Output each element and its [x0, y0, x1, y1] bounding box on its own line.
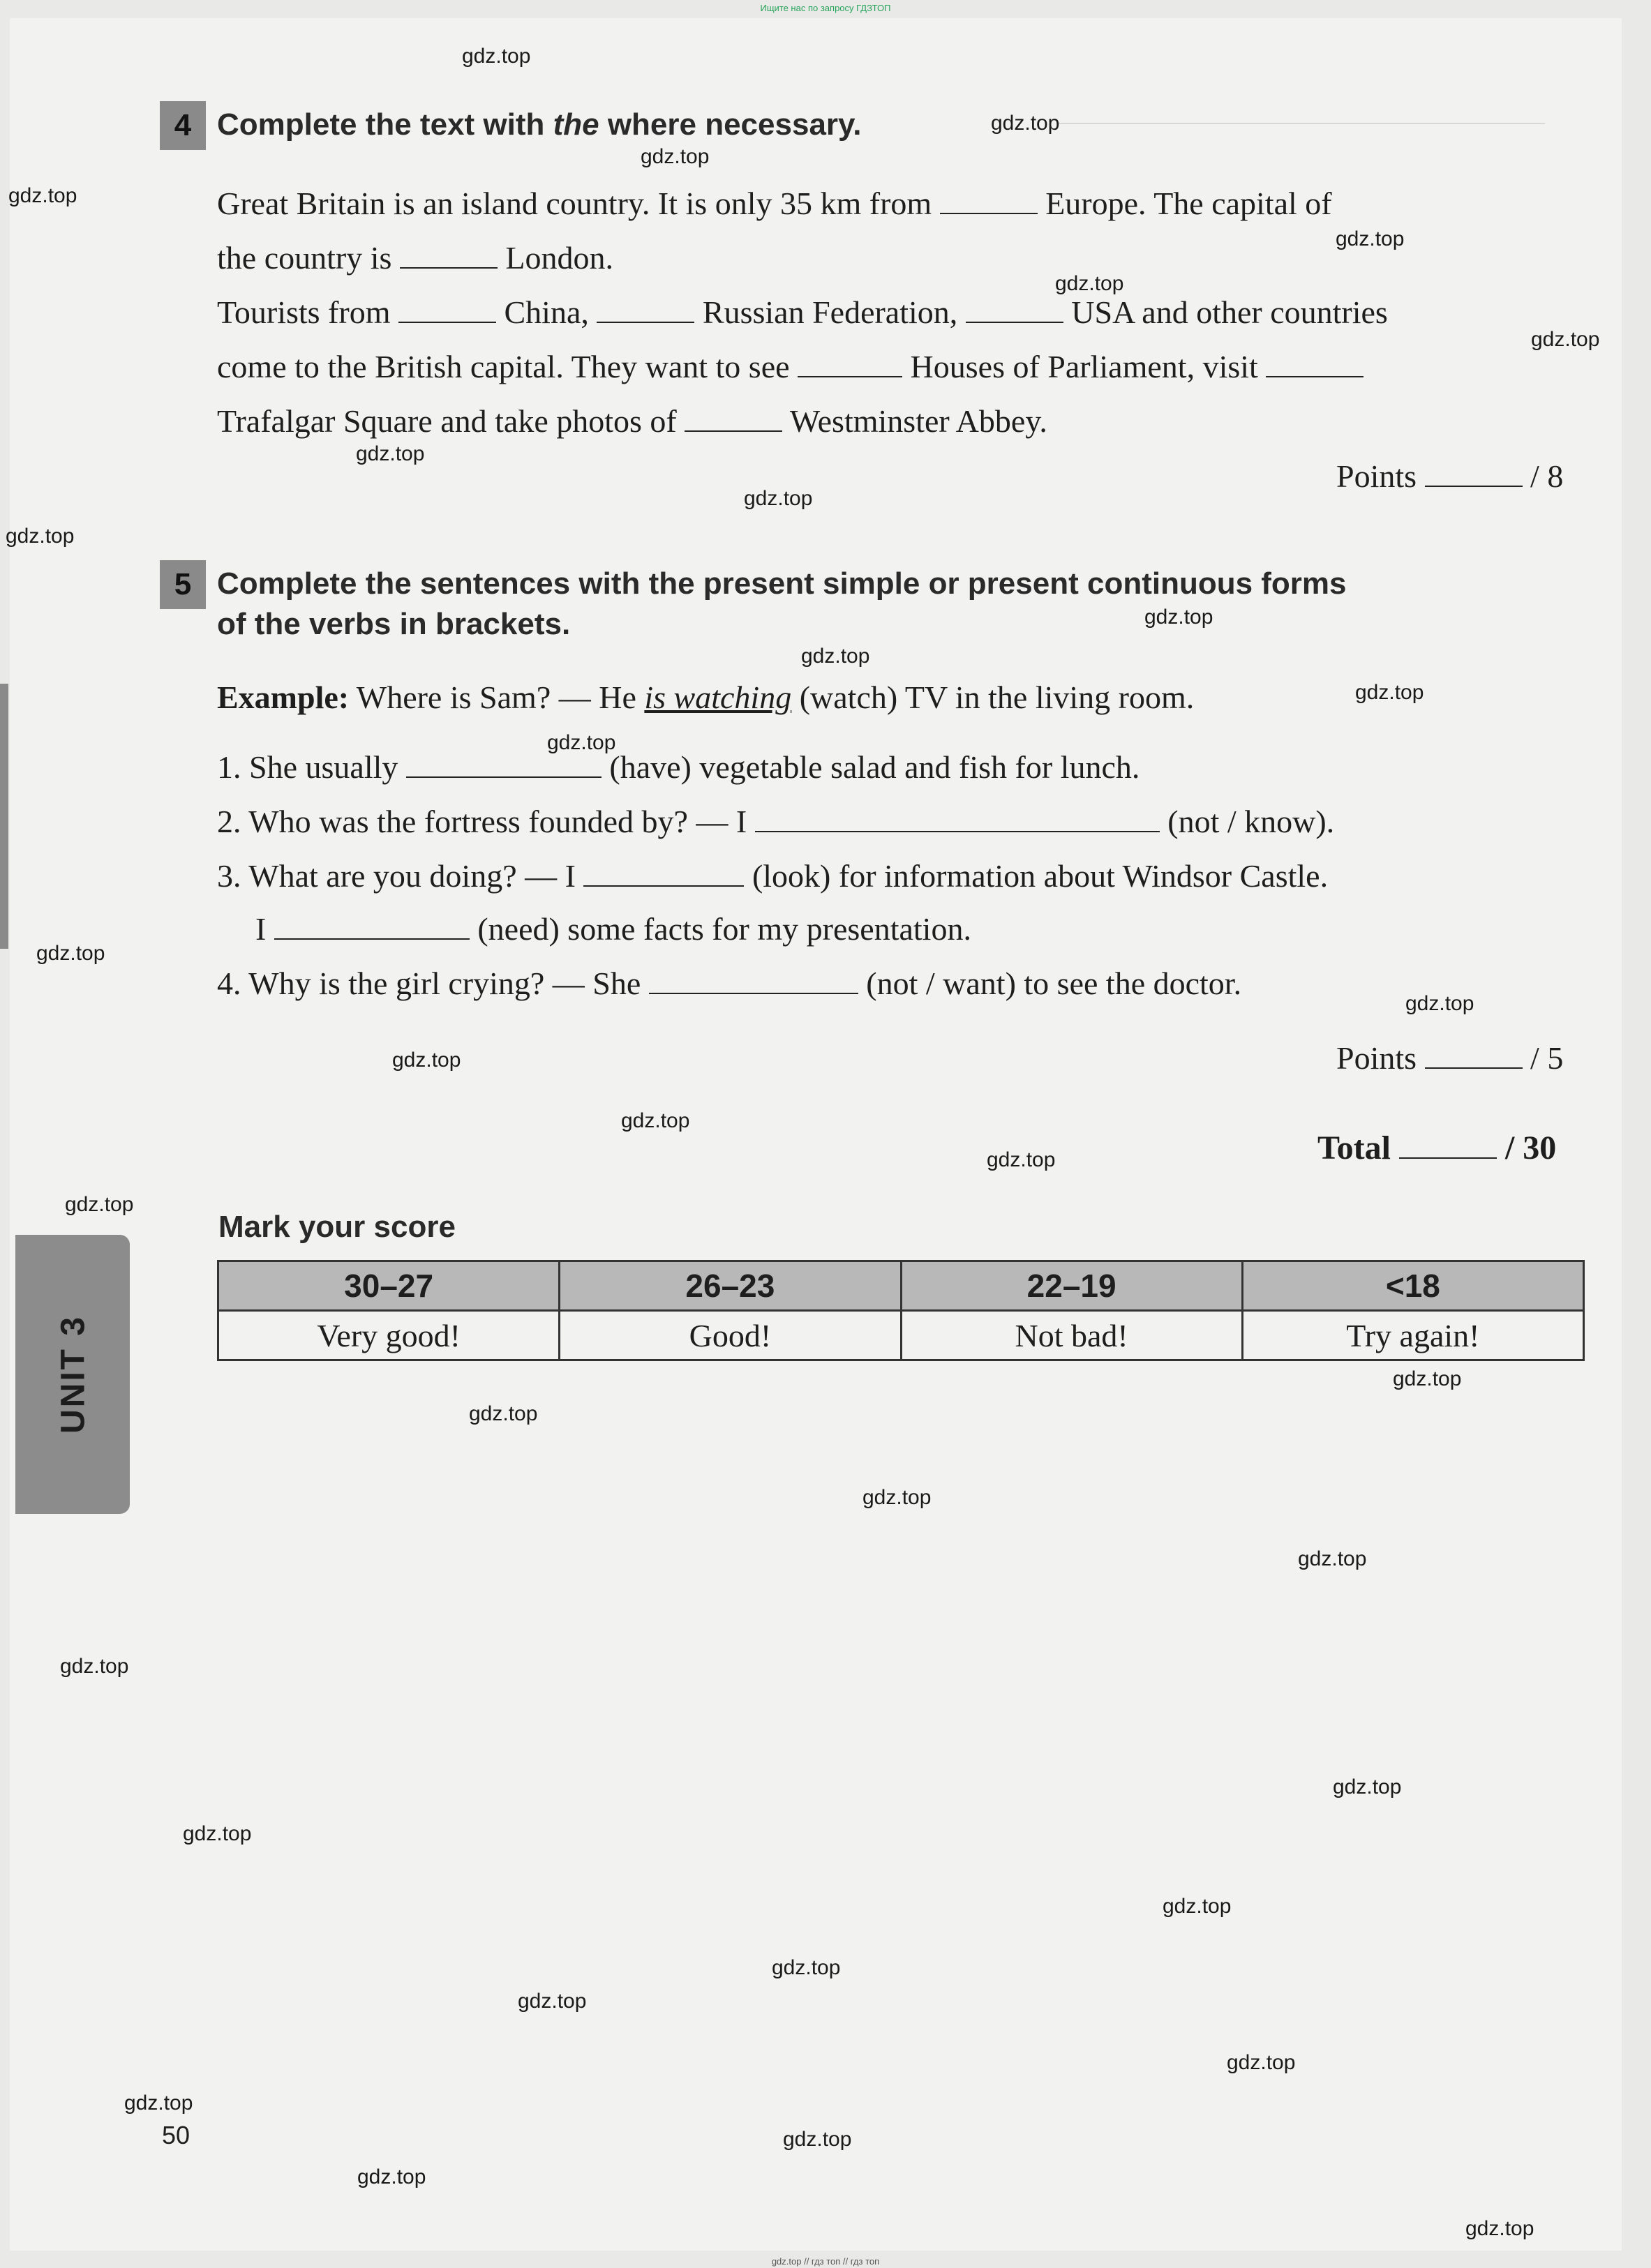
score-title: Mark your score: [218, 1210, 456, 1244]
task4-heading-part1: Complete the text with: [217, 107, 553, 142]
watermark: gdz.top: [783, 2128, 852, 2151]
watermark: gdz.top: [547, 731, 616, 754]
watermark: gdz.top: [518, 1990, 587, 2013]
watermark: gdz.top: [1298, 1547, 1367, 1570]
score-rating-cell: Very good!: [218, 1311, 560, 1360]
watermark: gdz.top: [356, 442, 425, 465]
task4-line3-a: Tourists from: [217, 294, 391, 330]
watermark: gdz.top: [1405, 992, 1474, 1015]
task4-line5-b: Westminster Abbey.: [789, 403, 1047, 439]
watermark: gdz.top: [1531, 328, 1600, 351]
watermark: gdz.top: [183, 1822, 252, 1845]
task5-points-max: / 5: [1530, 1040, 1564, 1076]
score-rating-cell: Good!: [560, 1311, 901, 1360]
task4-points-blank[interactable]: [1425, 460, 1523, 487]
task5-number: 5: [160, 560, 206, 609]
watermark: gdz.top: [392, 1049, 461, 1072]
watermark: gdz.top: [1336, 227, 1405, 250]
page-number: 50: [162, 2121, 190, 2149]
watermark: gdz.top: [60, 1655, 129, 1678]
task5-s3-b: (look) for information about Windsor Castle.: [752, 858, 1329, 894]
task4-line1-b: Europe. The capital of: [1045, 186, 1332, 221]
total-score: [1317, 1129, 1556, 1167]
total-max: / 30: [1504, 1129, 1557, 1166]
task5-points-blank[interactable]: [1425, 1042, 1523, 1069]
task5-s4-a: 4. Why is the girl crying? — She: [217, 966, 641, 1001]
task5-points-label: Points: [1336, 1040, 1417, 1076]
task5-s3-a: 3. What are you doing? — I: [217, 858, 576, 894]
task4-line-2: [217, 237, 613, 279]
task5-heading-2: of the verbs in brackets.: [217, 607, 571, 641]
task5-example-text1: Where is Sam? — He: [356, 679, 636, 715]
task4-line-3: [217, 292, 1388, 333]
task4-blank-1[interactable]: [940, 188, 1038, 214]
task4-blank-5[interactable]: [966, 296, 1063, 323]
task4-number: 4: [160, 101, 206, 150]
task4-line2-b: London.: [505, 240, 614, 276]
task4-line4-b: Houses of Parliament, visit: [910, 349, 1258, 384]
watermark: gdz.top: [1227, 2051, 1296, 2074]
task5-sentence-3: [217, 855, 1328, 897]
task4-heading-em: the: [553, 107, 599, 142]
total-blank[interactable]: [1399, 1132, 1497, 1159]
task4-line3-b: China,: [504, 294, 589, 330]
watermark: gdz.top: [6, 525, 75, 548]
task4-line5-a: Trafalgar Square and take photos of: [217, 403, 677, 439]
task5-s4-b: (not / want) to see the doctor.: [866, 966, 1242, 1001]
task5-example: [217, 677, 1194, 719]
score-rating-cell: Not bad!: [901, 1311, 1242, 1360]
watermark: gdz.top: [36, 942, 105, 965]
task5-points: [1336, 1039, 1563, 1076]
score-range-cell: <18: [1242, 1261, 1583, 1311]
task5-s1-a: 1. She usually: [217, 749, 398, 785]
task4-line4-a: come to the British capital. They want to see: [217, 349, 790, 384]
task5-sentence-3b: [255, 908, 971, 950]
task5-sentence-1: [217, 746, 1140, 788]
task4-line2-a: the country is: [217, 240, 392, 276]
task5-s3-d: (need) some facts for my presentation.: [477, 911, 971, 947]
footer-note: gdz.top // гдз топ // гдз топ: [771, 2256, 880, 2267]
side-strip: [0, 684, 8, 949]
header-note: Ищите нас по запросу ГДЗТОП: [760, 3, 891, 13]
task4-blank-7[interactable]: [1266, 351, 1364, 377]
task5-example-text2: (watch) TV in the living room.: [799, 679, 1195, 715]
score-range-cell: 26–23: [560, 1261, 901, 1311]
task5-s2-a: 2. Who was the fortress founded by? — I: [217, 804, 747, 839]
watermark: gdz.top: [1393, 1367, 1462, 1390]
watermark: gdz.top: [8, 184, 77, 207]
show-through-decoration: [1056, 123, 1545, 124]
watermark: gdz.top: [801, 645, 870, 668]
watermark: gdz.top: [862, 1486, 932, 1509]
watermark: gdz.top: [744, 487, 813, 510]
total-label: Total: [1317, 1129, 1391, 1166]
task5-s1-b: (have) vegetable salad and fish for lunch.: [609, 749, 1140, 785]
task5-blank-5[interactable]: [649, 968, 858, 994]
score-range-row: [218, 1261, 1584, 1311]
task5-blank-2[interactable]: [755, 806, 1160, 832]
watermark: gdz.top: [1465, 2217, 1534, 2240]
task5-blank-1[interactable]: [406, 751, 602, 778]
task4-line1-a: Great Britain is an island country. It is only 35 km from: [217, 186, 932, 221]
task5-example-answer: is watching: [644, 679, 792, 715]
unit-label: UNIT 3: [54, 1314, 92, 1434]
task4-line3-d: USA and other countries: [1071, 294, 1388, 330]
task5-sentence-4: [217, 963, 1241, 1005]
watermark: gdz.top: [772, 1956, 841, 1979]
watermark: gdz.top: [1163, 1895, 1232, 1918]
task4-blank-3[interactable]: [398, 296, 496, 323]
task5-s3-c: I: [255, 911, 267, 947]
watermark: gdz.top: [621, 1109, 690, 1132]
score-range-cell: 22–19: [901, 1261, 1242, 1311]
watermark: gdz.top: [1144, 606, 1213, 629]
watermark: gdz.top: [1355, 681, 1424, 704]
watermark: gdz.top: [641, 145, 710, 168]
watermark: gdz.top: [991, 112, 1060, 135]
task4-points-label: Points: [1336, 458, 1417, 494]
task4-points: [1336, 458, 1563, 495]
task4-heading: [217, 105, 861, 145]
task5-heading-1: Complete the sentences with the present simple or present continuous forms: [217, 566, 1347, 601]
watermark: gdz.top: [65, 1193, 134, 1216]
task5-blank-4[interactable]: [274, 913, 470, 940]
task4-heading-part2: where necessary.: [599, 107, 862, 142]
watermark: gdz.top: [357, 2165, 426, 2188]
task5-s2-b: (not / know).: [1167, 804, 1335, 839]
task4-line-5: [217, 400, 1047, 442]
task4-points-max: / 8: [1530, 458, 1564, 494]
watermark: gdz.top: [462, 45, 531, 68]
task4-line-1: [217, 183, 1332, 225]
score-table: [217, 1260, 1585, 1361]
task4-line3-c: Russian Federation,: [702, 294, 958, 330]
task4-line-4: [217, 346, 1364, 388]
watermark: gdz.top: [1333, 1775, 1402, 1798]
score-rating-row: [218, 1311, 1584, 1360]
watermark: gdz.top: [1055, 272, 1124, 295]
task4-blank-6[interactable]: [798, 351, 902, 377]
task5-blank-3[interactable]: [583, 860, 744, 887]
score-rating-cell: Try again!: [1242, 1311, 1583, 1360]
task4-blank-2[interactable]: [400, 242, 498, 269]
watermark: gdz.top: [469, 1402, 538, 1425]
score-range-cell: 30–27: [218, 1261, 560, 1311]
watermark: gdz.top: [124, 2091, 193, 2115]
task4-blank-8[interactable]: [685, 405, 782, 432]
task5-example-label: Example:: [217, 679, 350, 715]
task5-sentence-2: [217, 801, 1334, 843]
watermark: gdz.top: [987, 1148, 1056, 1171]
task4-blank-4[interactable]: [597, 296, 694, 323]
